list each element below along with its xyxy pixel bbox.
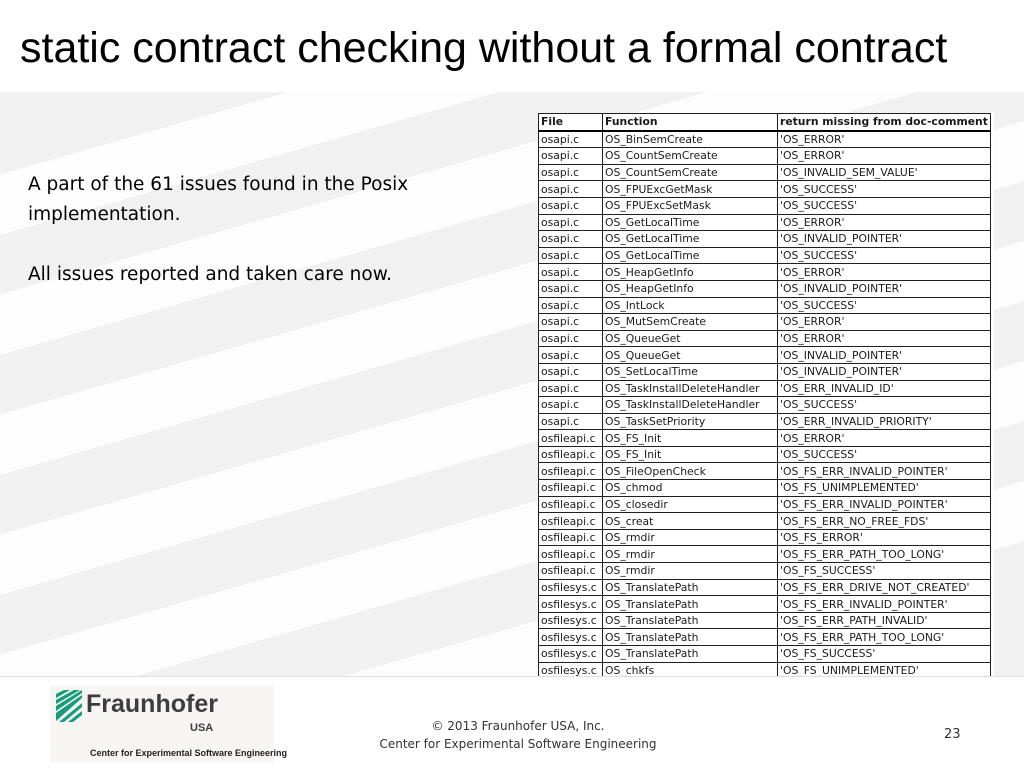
cell-file: osfileapi.c bbox=[539, 546, 603, 563]
slide-title: static contract checking without a formal contract bbox=[20, 24, 948, 72]
cell-function: OS_TaskInstallDeleteHandler bbox=[603, 380, 778, 397]
cell-function: OS_TranslatePath bbox=[603, 629, 778, 646]
slide-content bbox=[0, 92, 1024, 676]
cell-return-missing: 'OS_SUCCESS' bbox=[778, 247, 991, 264]
cell-return-missing: 'OS_SUCCESS' bbox=[778, 446, 991, 463]
table-row bbox=[539, 380, 991, 397]
cell-file: osapi.c bbox=[539, 164, 603, 181]
cell-function: OS_FPUExcGetMask bbox=[603, 181, 778, 198]
table-row bbox=[539, 181, 991, 198]
logo-name: Fraunhofer bbox=[86, 690, 218, 718]
table-row bbox=[539, 496, 991, 513]
cell-return-missing: 'OS_ERROR' bbox=[778, 430, 991, 447]
cell-return-missing: 'OS_ERROR' bbox=[778, 314, 991, 331]
cell-return-missing: 'OS_SUCCESS' bbox=[778, 181, 991, 198]
copyright-text bbox=[0, 717, 1024, 753]
table-row bbox=[539, 197, 991, 214]
cell-file: osfileapi.c bbox=[539, 496, 603, 513]
cell-file: osapi.c bbox=[539, 148, 603, 165]
cell-return-missing: 'OS_FS_ERR_PATH_TOO_LONG' bbox=[778, 546, 991, 563]
body-paragraph: All issues reported and taken care now. bbox=[28, 264, 393, 285]
cell-return-missing: 'OS_FS_UNIMPLEMENTED' bbox=[778, 480, 991, 497]
cell-return-missing: 'OS_SUCCESS' bbox=[778, 397, 991, 414]
table-row bbox=[539, 413, 991, 430]
cell-file: osfileapi.c bbox=[539, 480, 603, 497]
slide-footer bbox=[0, 676, 1024, 769]
cell-function: OS_creat bbox=[603, 513, 778, 530]
table-row bbox=[539, 546, 991, 563]
cell-file: osfileapi.c bbox=[539, 513, 603, 530]
table-row bbox=[539, 563, 991, 580]
cell-return-missing: 'OS_FS_ERR_INVALID_POINTER' bbox=[778, 496, 991, 513]
cell-function: OS_MutSemCreate bbox=[603, 314, 778, 331]
cell-function: OS_rmdir bbox=[603, 546, 778, 563]
cell-file: osapi.c bbox=[539, 181, 603, 198]
cell-function: OS_HeapGetInfo bbox=[603, 280, 778, 297]
cell-file: osapi.c bbox=[539, 297, 603, 314]
cell-file: osapi.c bbox=[539, 397, 603, 414]
slide-title-bar bbox=[0, 0, 1024, 92]
cell-function: OS_TranslatePath bbox=[603, 612, 778, 629]
table-body bbox=[539, 131, 991, 676]
table-row bbox=[539, 480, 991, 497]
logo-tagline: Center for Experimental Software Engineering bbox=[90, 748, 288, 758]
cell-function: OS_FileOpenCheck bbox=[603, 463, 778, 480]
column-header-function: Function bbox=[603, 114, 778, 131]
issues-table-image bbox=[538, 113, 994, 676]
cell-return-missing: 'OS_FS_SUCCESS' bbox=[778, 646, 991, 663]
table-row bbox=[539, 363, 991, 380]
cell-file: osapi.c bbox=[539, 197, 603, 214]
cell-function: OS_TaskSetPriority bbox=[603, 413, 778, 430]
cell-function: OS_GetLocalTime bbox=[603, 247, 778, 264]
cell-return-missing: 'OS_FS_ERROR' bbox=[778, 529, 991, 546]
cell-function: OS_GetLocalTime bbox=[603, 214, 778, 231]
table-row bbox=[539, 148, 991, 165]
cell-return-missing: 'OS_INVALID_SEM_VALUE' bbox=[778, 164, 991, 181]
cell-function: OS_CountSemCreate bbox=[603, 164, 778, 181]
cell-file: osfileapi.c bbox=[539, 463, 603, 480]
cell-function: OS_CountSemCreate bbox=[603, 148, 778, 165]
table-row bbox=[539, 612, 991, 629]
table-row bbox=[539, 231, 991, 248]
cell-function: OS_rmdir bbox=[603, 563, 778, 580]
table-row bbox=[539, 214, 991, 231]
cell-file: osfilesys.c bbox=[539, 612, 603, 629]
cell-file: osfileapi.c bbox=[539, 563, 603, 580]
cell-return-missing: 'OS_FS_ERR_INVALID_POINTER' bbox=[778, 463, 991, 480]
cell-function: OS_HeapGetInfo bbox=[603, 264, 778, 281]
cell-return-missing: 'OS_ERROR' bbox=[778, 330, 991, 347]
cell-function: OS_IntLock bbox=[603, 297, 778, 314]
cell-file: osfilesys.c bbox=[539, 662, 603, 676]
table-row bbox=[539, 297, 991, 314]
cell-return-missing: 'OS_ERROR' bbox=[778, 131, 991, 148]
table-row bbox=[539, 446, 991, 463]
cell-function: OS_closedir bbox=[603, 496, 778, 513]
copyright-line: © 2013 Fraunhofer USA, Inc. bbox=[431, 719, 605, 733]
cell-return-missing: 'OS_SUCCESS' bbox=[778, 197, 991, 214]
cell-file: osapi.c bbox=[539, 347, 603, 364]
organization-line: Center for Experimental Software Engineering bbox=[379, 737, 657, 751]
table-row bbox=[539, 579, 991, 596]
cell-file: osapi.c bbox=[539, 231, 603, 248]
cell-file: osapi.c bbox=[539, 280, 603, 297]
table-row bbox=[539, 463, 991, 480]
cell-function: OS_chkfs bbox=[603, 662, 778, 676]
table-row bbox=[539, 529, 991, 546]
body-paragraph: A part of the 61 issues found in the Posix implementation. bbox=[28, 174, 409, 225]
cell-function: OS_FS_Init bbox=[603, 446, 778, 463]
cell-return-missing: 'OS_INVALID_POINTER' bbox=[778, 363, 991, 380]
cell-file: osapi.c bbox=[539, 131, 603, 148]
page-number: 23 bbox=[944, 727, 961, 742]
table-row bbox=[539, 314, 991, 331]
cell-function: OS_QueueGet bbox=[603, 330, 778, 347]
cell-file: osfilesys.c bbox=[539, 629, 603, 646]
cell-return-missing: 'OS_ERROR' bbox=[778, 214, 991, 231]
cell-return-missing: 'OS_FS_ERR_INVALID_POINTER' bbox=[778, 596, 991, 613]
cell-file: osfileapi.c bbox=[539, 529, 603, 546]
table-row bbox=[539, 430, 991, 447]
cell-file: osfileapi.c bbox=[539, 446, 603, 463]
cell-return-missing: 'OS_FS_ERR_PATH_INVALID' bbox=[778, 612, 991, 629]
cell-file: osfilesys.c bbox=[539, 596, 603, 613]
cell-function: OS_TranslatePath bbox=[603, 579, 778, 596]
cell-file: osapi.c bbox=[539, 264, 603, 281]
cell-file: osfileapi.c bbox=[539, 430, 603, 447]
cell-function: OS_FS_Init bbox=[603, 430, 778, 447]
cell-return-missing: 'OS_ERR_INVALID_ID' bbox=[778, 380, 991, 397]
cell-return-missing: 'OS_INVALID_POINTER' bbox=[778, 280, 991, 297]
cell-file: osapi.c bbox=[539, 214, 603, 231]
table-row bbox=[539, 347, 991, 364]
table-row bbox=[539, 280, 991, 297]
column-header-file: File bbox=[539, 114, 603, 131]
cell-return-missing: 'OS_ERROR' bbox=[778, 264, 991, 281]
cell-return-missing: 'OS_SUCCESS' bbox=[778, 297, 991, 314]
cell-function: OS_TranslatePath bbox=[603, 646, 778, 663]
cell-return-missing: 'OS_FS_SUCCESS' bbox=[778, 563, 991, 580]
body-text bbox=[28, 170, 478, 320]
cell-function: OS_QueueGet bbox=[603, 347, 778, 364]
table-row bbox=[539, 646, 991, 663]
table-row bbox=[539, 596, 991, 613]
cell-return-missing: 'OS_INVALID_POINTER' bbox=[778, 231, 991, 248]
issues-table bbox=[538, 113, 991, 676]
cell-file: osapi.c bbox=[539, 413, 603, 430]
cell-return-missing: 'OS_INVALID_POINTER' bbox=[778, 347, 991, 364]
cell-file: osapi.c bbox=[539, 314, 603, 331]
table-row bbox=[539, 247, 991, 264]
table-row bbox=[539, 513, 991, 530]
cell-return-missing: 'OS_ERR_INVALID_PRIORITY' bbox=[778, 413, 991, 430]
table-header-row bbox=[539, 114, 991, 131]
cell-function: OS_BinSemCreate bbox=[603, 131, 778, 148]
cell-function: OS_GetLocalTime bbox=[603, 231, 778, 248]
logo-usa: USA bbox=[190, 722, 214, 734]
cell-return-missing: 'OS_FS_UNIMPLEMENTED' bbox=[778, 662, 991, 676]
cell-file: osapi.c bbox=[539, 247, 603, 264]
table-row bbox=[539, 330, 991, 347]
table-row bbox=[539, 264, 991, 281]
table-row bbox=[539, 397, 991, 414]
table-row bbox=[539, 629, 991, 646]
cell-file: osfilesys.c bbox=[539, 579, 603, 596]
cell-file: osfilesys.c bbox=[539, 646, 603, 663]
cell-return-missing: 'OS_FS_ERR_DRIVE_NOT_CREATED' bbox=[778, 579, 991, 596]
cell-function: OS_rmdir bbox=[603, 529, 778, 546]
cell-function: OS_TranslatePath bbox=[603, 596, 778, 613]
cell-function: OS_chmod bbox=[603, 480, 778, 497]
cell-file: osapi.c bbox=[539, 363, 603, 380]
cell-function: OS_TaskInstallDeleteHandler bbox=[603, 397, 778, 414]
table-row bbox=[539, 662, 991, 676]
cell-file: osapi.c bbox=[539, 380, 603, 397]
cell-file: osapi.c bbox=[539, 330, 603, 347]
cell-return-missing: 'OS_FS_ERR_PATH_TOO_LONG' bbox=[778, 629, 991, 646]
cell-function: OS_SetLocalTime bbox=[603, 363, 778, 380]
cell-function: OS_FPUExcSetMask bbox=[603, 197, 778, 214]
column-header-return-missing: return missing from doc-comment bbox=[778, 114, 991, 131]
table-row bbox=[539, 164, 991, 181]
cell-return-missing: 'OS_ERROR' bbox=[778, 148, 991, 165]
cell-return-missing: 'OS_FS_ERR_NO_FREE_FDS' bbox=[778, 513, 991, 530]
table-row bbox=[539, 131, 991, 148]
